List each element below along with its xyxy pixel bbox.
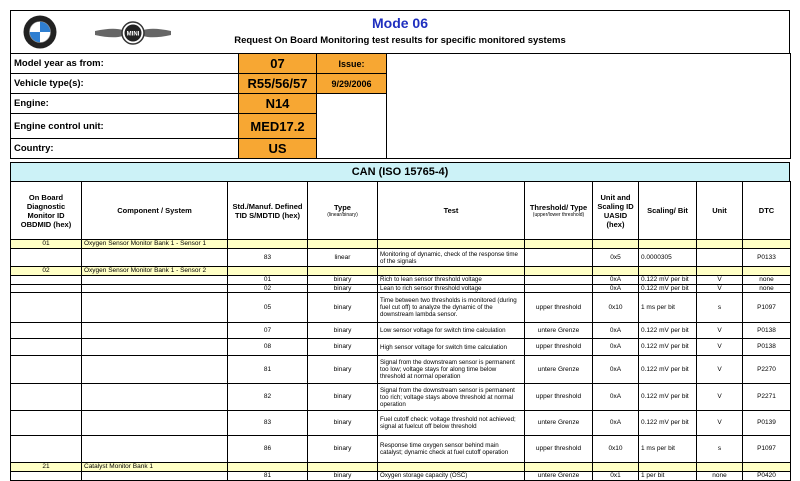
empty-cell	[82, 323, 228, 339]
empty-cell	[82, 436, 228, 463]
document-frame	[10, 10, 790, 480]
vehicle-type-value: R55/56/57	[239, 74, 317, 94]
threshold-cell: untere Grenze	[525, 323, 593, 339]
uasid-cell: 0xA	[593, 356, 639, 384]
monitor-table	[10, 181, 790, 481]
info-blank-area	[387, 54, 791, 159]
col-type-sub: (linear/binary)	[327, 212, 358, 218]
empty-cell	[697, 267, 743, 276]
table-row	[11, 323, 791, 339]
obdmid-cell: 02	[11, 267, 82, 276]
unit-cell: V	[697, 284, 743, 293]
unit-cell: none	[697, 472, 743, 481]
tid-cell: 01	[228, 276, 308, 285]
col-threshold-sub: (upper/lower threshold)	[532, 212, 585, 218]
table-row	[11, 293, 791, 323]
empty-cell	[228, 267, 308, 276]
empty-cell	[82, 293, 228, 323]
tid-cell: 08	[228, 339, 308, 356]
country-value: US	[239, 139, 317, 159]
empty-cell	[743, 463, 791, 472]
dtc-cell: P2271	[743, 384, 791, 411]
scaling-cell: 0.0000305	[639, 249, 697, 267]
type-cell: binary	[308, 284, 378, 293]
empty-cell	[525, 240, 593, 249]
col-dtc: DTC	[743, 182, 791, 240]
threshold-cell	[525, 284, 593, 293]
uasid-cell: 0xA	[593, 384, 639, 411]
empty-cell	[697, 463, 743, 472]
col-component: Component / System	[82, 182, 228, 240]
mode-title: Mode 06	[371, 15, 428, 31]
table-row	[11, 356, 791, 384]
empty-cell	[743, 240, 791, 249]
test-cell: Low sensor voltage for switch time calculation	[378, 323, 525, 339]
tid-cell: 81	[228, 356, 308, 384]
col-threshold	[525, 182, 593, 240]
test-cell: Fuel cutoff check: voltage threshold not achieved; signal at fuelcut off below threshold	[378, 411, 525, 436]
type-cell: binary	[308, 356, 378, 384]
scaling-cell: 0.122 mV per bit	[639, 411, 697, 436]
empty-cell	[308, 463, 378, 472]
unit-cell: V	[697, 384, 743, 411]
type-cell: binary	[308, 411, 378, 436]
table-body	[11, 240, 791, 481]
dtc-cell: none	[743, 284, 791, 293]
table-row	[11, 411, 791, 436]
uasid-cell: 0x5	[593, 249, 639, 267]
dtc-cell: P0139	[743, 411, 791, 436]
col-test: Test	[378, 182, 525, 240]
test-cell: High sensor voltage for switch time calculation	[378, 339, 525, 356]
empty-cell	[228, 240, 308, 249]
scaling-cell: 0.122 mV per bit	[639, 276, 697, 285]
table-row	[11, 249, 791, 267]
section-row	[11, 463, 791, 472]
type-cell: binary	[308, 293, 378, 323]
engine-label: Engine:	[11, 94, 239, 114]
engine-value: N14	[239, 94, 317, 114]
dtc-cell: P1097	[743, 436, 791, 463]
threshold-cell	[525, 249, 593, 267]
component-cell: Catalyst Monitor Bank 1	[82, 463, 228, 472]
table-row	[11, 284, 791, 293]
scaling-cell: 1 ms per bit	[639, 436, 697, 463]
test-cell: Monitoring of dynamic, check of the response time of the signals	[378, 249, 525, 267]
dtc-cell: P0138	[743, 323, 791, 339]
component-cell: Oxygen Sensor Monitor Bank 1 - Sensor 1	[82, 240, 228, 249]
tid-cell: 05	[228, 293, 308, 323]
col-type	[308, 182, 378, 240]
empty-cell	[593, 240, 639, 249]
type-cell: binary	[308, 472, 378, 481]
tid-cell: 02	[228, 284, 308, 293]
dtc-cell: P2270	[743, 356, 791, 384]
empty-cell	[593, 267, 639, 276]
vehicle-type-label: Vehicle type(s):	[11, 74, 239, 94]
type-cell: binary	[308, 323, 378, 339]
empty-cell	[378, 240, 525, 249]
issue-date: 9/29/2006	[317, 74, 387, 94]
unit-cell	[697, 249, 743, 267]
table-row	[11, 384, 791, 411]
unit-cell: V	[697, 276, 743, 285]
country-label: Country:	[11, 139, 239, 159]
empty-cell	[11, 249, 82, 267]
empty-cell	[82, 339, 228, 356]
col-unit: Unit	[697, 182, 743, 240]
test-cell: Lean to rich sensor threshold voltage	[378, 284, 525, 293]
empty-cell	[639, 463, 697, 472]
scaling-cell: 0.122 mV per bit	[639, 284, 697, 293]
table-row	[11, 339, 791, 356]
uasid-cell: 0x10	[593, 293, 639, 323]
ecu-label: Engine control unit:	[11, 114, 239, 139]
tid-cell: 83	[228, 411, 308, 436]
empty-cell	[11, 276, 82, 285]
type-cell: binary	[308, 276, 378, 285]
empty-cell	[525, 463, 593, 472]
tid-cell: 86	[228, 436, 308, 463]
scaling-cell: 0.122 mV per bit	[639, 356, 697, 384]
empty-cell	[697, 240, 743, 249]
threshold-cell: upper threshold	[525, 293, 593, 323]
empty-cell	[11, 323, 82, 339]
col-threshold-label: Threshold/ Type	[529, 203, 588, 212]
empty-cell	[82, 356, 228, 384]
section-row	[11, 267, 791, 276]
empty-cell	[308, 240, 378, 249]
mini-logo-text: MINI	[126, 31, 140, 38]
empty-cell	[11, 293, 82, 323]
tid-cell: 07	[228, 323, 308, 339]
col-type-label: Type	[334, 203, 351, 212]
table-row	[11, 276, 791, 285]
unit-cell: s	[697, 293, 743, 323]
info-spacer	[317, 94, 387, 159]
unit-cell: s	[697, 436, 743, 463]
empty-cell	[11, 436, 82, 463]
type-cell: linear	[308, 249, 378, 267]
empty-cell	[308, 267, 378, 276]
col-tid: Std./Manuf. Defined TID S/MDTID (hex)	[228, 182, 308, 240]
test-cell: Signal from the downstream sensor is permanent too low; voltage stays for along time below threshold at normal operation	[378, 356, 525, 384]
uasid-cell: 0xA	[593, 339, 639, 356]
threshold-cell: untere Grenze	[525, 411, 593, 436]
tid-cell: 81	[228, 472, 308, 481]
threshold-cell: untere Grenze	[525, 356, 593, 384]
unit-cell: V	[697, 356, 743, 384]
dtc-cell: none	[743, 276, 791, 285]
empty-cell	[82, 284, 228, 293]
issue-label: Issue:	[317, 54, 387, 74]
uasid-cell: 0xA	[593, 323, 639, 339]
threshold-cell: upper threshold	[525, 384, 593, 411]
empty-cell	[639, 267, 697, 276]
model-year-label: Model year as from:	[11, 54, 239, 74]
empty-cell	[82, 411, 228, 436]
scaling-cell: 0.122 mV per bit	[639, 384, 697, 411]
obdmid-cell: 21	[11, 463, 82, 472]
type-cell: binary	[308, 339, 378, 356]
empty-cell	[82, 276, 228, 285]
uasid-cell: 0x1	[593, 472, 639, 481]
uasid-cell: 0xA	[593, 276, 639, 285]
empty-cell	[228, 463, 308, 472]
model-year-value: 07	[239, 54, 317, 74]
test-cell: Signal from the downstream sensor is permanent too rich; voltage stays above threshold at normal operation	[378, 384, 525, 411]
scaling-cell: 1 per bit	[639, 472, 697, 481]
test-cell: Time between two thresholds is monitored (during fuel cut off) to analyze the dynamic of the downstream lambda sensor.	[378, 293, 525, 323]
threshold-cell	[525, 276, 593, 285]
table-row	[11, 472, 791, 481]
obdmid-cell: 01	[11, 240, 82, 249]
test-cell: Oxygen storage capacity (OSC)	[378, 472, 525, 481]
tid-cell: 83	[228, 249, 308, 267]
empty-cell	[11, 356, 82, 384]
empty-cell	[11, 472, 82, 481]
document-header	[10, 10, 790, 54]
tid-cell: 82	[228, 384, 308, 411]
empty-cell	[593, 463, 639, 472]
unit-cell: V	[697, 323, 743, 339]
dtc-cell: P0138	[743, 339, 791, 356]
dtc-cell: P0133	[743, 249, 791, 267]
empty-cell	[82, 249, 228, 267]
empty-cell	[82, 472, 228, 481]
empty-cell	[82, 384, 228, 411]
scaling-cell: 0.122 mV per bit	[639, 339, 697, 356]
empty-cell	[11, 284, 82, 293]
section-row	[11, 240, 791, 249]
ecu-value: MED17.2	[239, 114, 317, 139]
empty-cell	[525, 267, 593, 276]
threshold-cell: upper threshold	[525, 436, 593, 463]
type-cell: binary	[308, 436, 378, 463]
empty-cell	[11, 384, 82, 411]
vehicle-info	[10, 53, 790, 161]
empty-cell	[639, 240, 697, 249]
threshold-cell: upper threshold	[525, 339, 593, 356]
scaling-cell: 1 ms per bit	[639, 293, 697, 323]
can-protocol-banner: CAN (ISO 15765-4)	[10, 162, 790, 182]
empty-cell	[378, 267, 525, 276]
unit-cell: V	[697, 339, 743, 356]
col-uasid: Unit and Scaling ID UASID (hex)	[593, 182, 639, 240]
threshold-cell: untere Grenze	[525, 472, 593, 481]
table-row	[11, 436, 791, 463]
col-obdmid: On Board Diagnostic Monitor ID OBDMID (hex)	[11, 182, 82, 240]
unit-cell: V	[697, 411, 743, 436]
component-cell: Oxygen Sensor Monitor Bank 1 - Sensor 2	[82, 267, 228, 276]
uasid-cell: 0xA	[593, 411, 639, 436]
col-scaling: Scaling/ Bit	[639, 182, 697, 240]
uasid-cell: 0x10	[593, 436, 639, 463]
empty-cell	[11, 339, 82, 356]
test-cell: Response time oxygen sensor behind main catalyst; dynamic check at fuel cutoff operation	[378, 436, 525, 463]
empty-cell	[11, 411, 82, 436]
dtc-cell: P0420	[743, 472, 791, 481]
scaling-cell: 0.122 mV per bit	[639, 323, 697, 339]
document-subtitle: Request On Board Monitoring test results for specific monitored systems	[234, 35, 566, 46]
empty-cell	[743, 267, 791, 276]
dtc-cell: P1097	[743, 293, 791, 323]
type-cell: binary	[308, 384, 378, 411]
uasid-cell: 0xA	[593, 284, 639, 293]
test-cell: Rich to lean sensor threshold voltage	[378, 276, 525, 285]
empty-cell	[378, 463, 525, 472]
